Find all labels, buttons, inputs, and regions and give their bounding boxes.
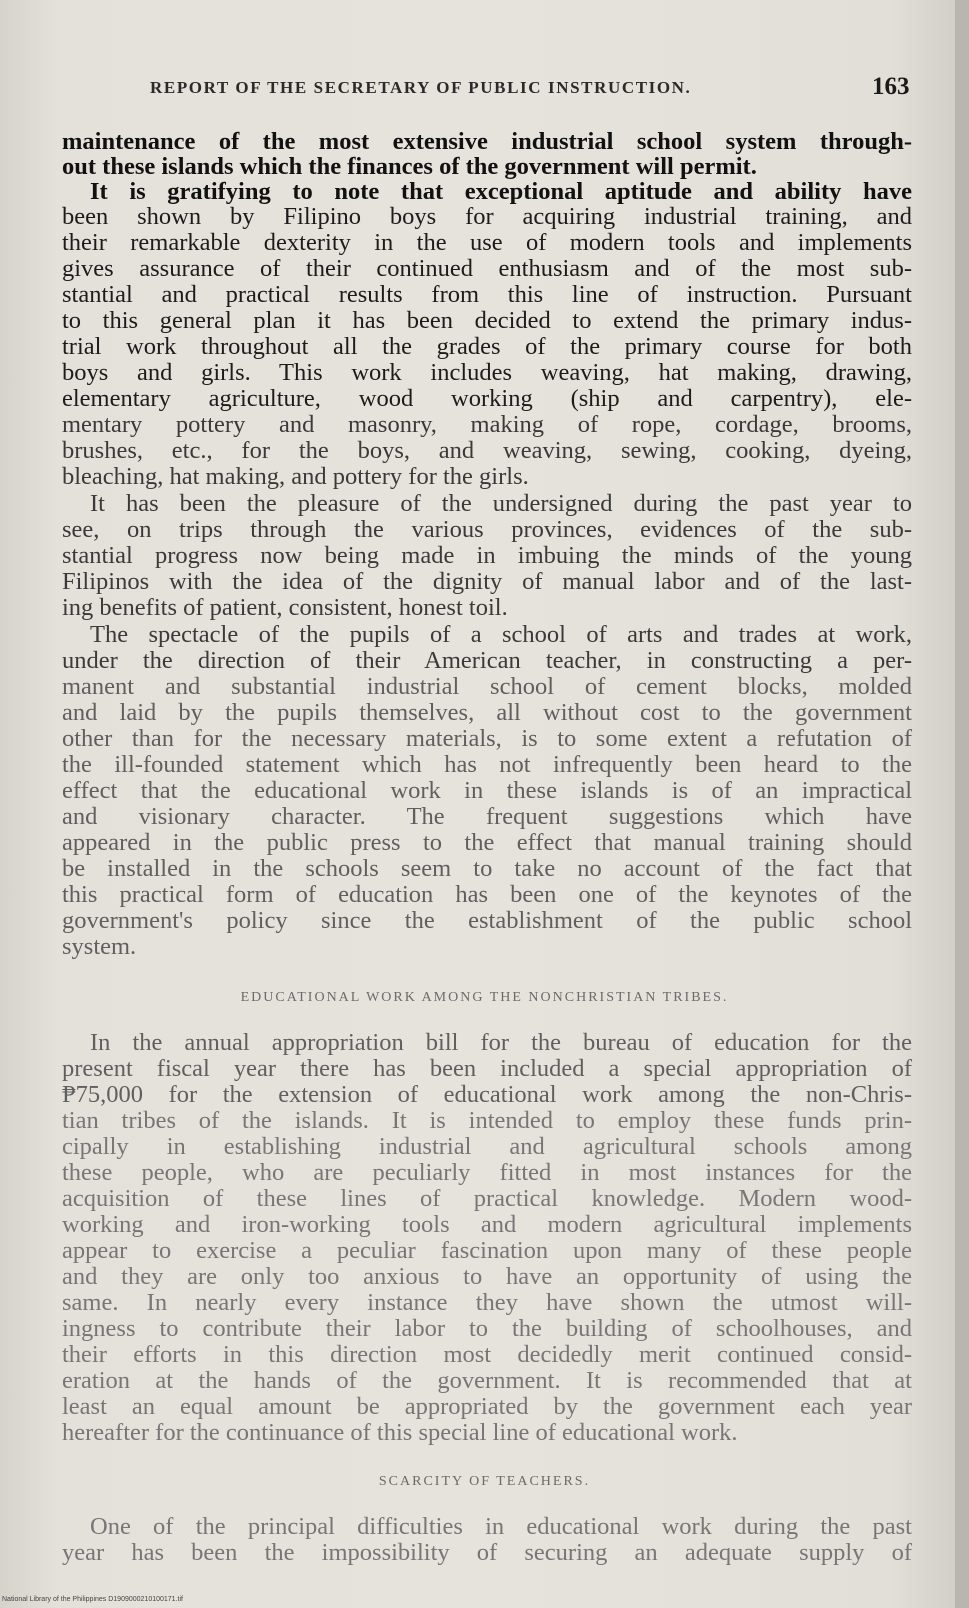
page-edge xyxy=(955,0,969,1608)
text-line: see, on trips through the various provinces, evidences of the sub- xyxy=(62,516,912,543)
text-line: cipally in establishing industrial and agricultural schools among xyxy=(62,1133,912,1160)
text-line: maintenance of the most extensive industrial school system through- xyxy=(62,128,912,155)
text-line: eration at the hands of the government. It is recommended that at xyxy=(62,1367,912,1394)
text-line: The spectacle of the pupils of a school of arts and trades at work, xyxy=(90,621,912,648)
text-line: government's policy since the establishment of the public school xyxy=(62,907,912,934)
text-line: brushes, etc., for the boys, and weaving, sewing, cooking, dyeing, xyxy=(62,437,912,464)
text-line: tian tribes of the islands. It is intended to employ these funds prin- xyxy=(62,1107,912,1134)
text-line: gives assurance of their continued enthusiasm and of the most sub- xyxy=(62,255,912,282)
text-line: out these islands which the finances of the government will permit. xyxy=(62,153,757,180)
text-line: this practical form of education has been one of the keynotes of the xyxy=(62,881,912,908)
text-line: their remarkable dexterity in the use of modern tools and implements xyxy=(62,229,912,256)
text-line: the ill-founded statement which has not infrequently been heard to the xyxy=(62,751,912,778)
text-line: year has been the impossibility of securing an adequate supply of xyxy=(62,1539,912,1566)
text-line: One of the principal difficulties in educational work during the past xyxy=(90,1513,912,1540)
text-line: same. In nearly every instance they have shown the utmost will- xyxy=(62,1289,912,1316)
text-line: ₱75,000 for the extension of educational work among the non-Chris- xyxy=(62,1081,912,1108)
text-line: to this general plan it has been decided to extend the primary indus- xyxy=(62,307,912,334)
text-line: been shown by Filipino boys for acquiring industrial training, and xyxy=(62,203,912,230)
section-heading: EDUCATIONAL WORK AMONG THE NONCHRISTIAN TRIBES. xyxy=(240,990,729,1005)
text-line: It is gratifying to note that exceptional aptitude and ability have xyxy=(90,178,912,205)
text-line: elementary agriculture, wood working (ship and carpentry), ele- xyxy=(62,385,912,412)
text-line: ingness to contribute their labor to the building of schoolhouses, and xyxy=(62,1315,912,1342)
text-line: acquisition of these lines of practical knowledge. Modern wood- xyxy=(62,1185,912,1212)
text-line: Filipinos with the idea of the dignity of manual labor and of the last- xyxy=(62,568,912,595)
text-line: effect that the educational work in these islands is of an impractical xyxy=(62,777,912,804)
text-line: stantial and practical results from this line of instruction. Pursuant xyxy=(62,281,912,308)
running-head: REPORT OF THE SECRETARY OF PUBLIC INSTRUCTION. xyxy=(150,78,692,97)
section-heading: SCARCITY OF TEACHERS. xyxy=(378,1474,591,1489)
text-line: manent and substantial industrial school of cement blocks, molded xyxy=(62,673,912,700)
text-line: hereafter for the continuance of this special line of educational work. xyxy=(62,1419,738,1446)
scan-footer-note: National Library of the Philippines D1909000210100171.tif xyxy=(2,1596,183,1603)
text-line: In the annual appropriation bill for the bureau of education for the xyxy=(90,1029,912,1056)
text-line: working and iron-working tools and modern agricultural implements xyxy=(62,1211,912,1238)
text-line: and laid by the pupils themselves, all without cost to the government xyxy=(62,699,912,726)
text-line: appear to exercise a peculiar fascination upon many of these people xyxy=(62,1237,912,1264)
text-line: stantial progress now being made in imbuing the minds of the young xyxy=(62,542,912,569)
text-line: and visionary character. The frequent suggestions which have xyxy=(62,803,912,830)
text-line: be installed in the schools seem to take no account of the fact that xyxy=(62,855,912,882)
text-line: these people, who are peculiarly fitted in most instances for the xyxy=(62,1159,912,1186)
text-line: mentary pottery and masonry, making of rope, cordage, brooms, xyxy=(62,411,912,438)
text-line: boys and girls. This work includes weaving, hat making, drawing, xyxy=(62,359,912,386)
text-line: bleaching, hat making, and pottery for the girls. xyxy=(62,463,529,490)
text-line: It has been the pleasure of the undersigned during the past year to xyxy=(90,490,912,517)
text-line: system. xyxy=(62,933,137,960)
text-line: other than for the necessary materials, is to some extent a refutation of xyxy=(62,725,912,752)
text-line: appeared in the public press to the effect that manual training should xyxy=(62,829,912,856)
text-line: and they are only too anxious to have an opportunity of using the xyxy=(62,1263,912,1290)
text-line: present fiscal year there has been included a special appropriation of xyxy=(62,1055,912,1082)
text-line: ing benefits of patient, consistent, honest toil. xyxy=(62,594,508,621)
text-line: least an equal amount be appropriated by the government each year xyxy=(62,1393,912,1420)
page-number: 163 xyxy=(872,73,910,100)
text-line: trial work throughout all the grades of the primary course for both xyxy=(62,333,912,360)
text-line: under the direction of their American teacher, in constructing a per- xyxy=(62,647,912,674)
text-line: their efforts in this direction most decidedly merit continued consid- xyxy=(62,1341,912,1368)
